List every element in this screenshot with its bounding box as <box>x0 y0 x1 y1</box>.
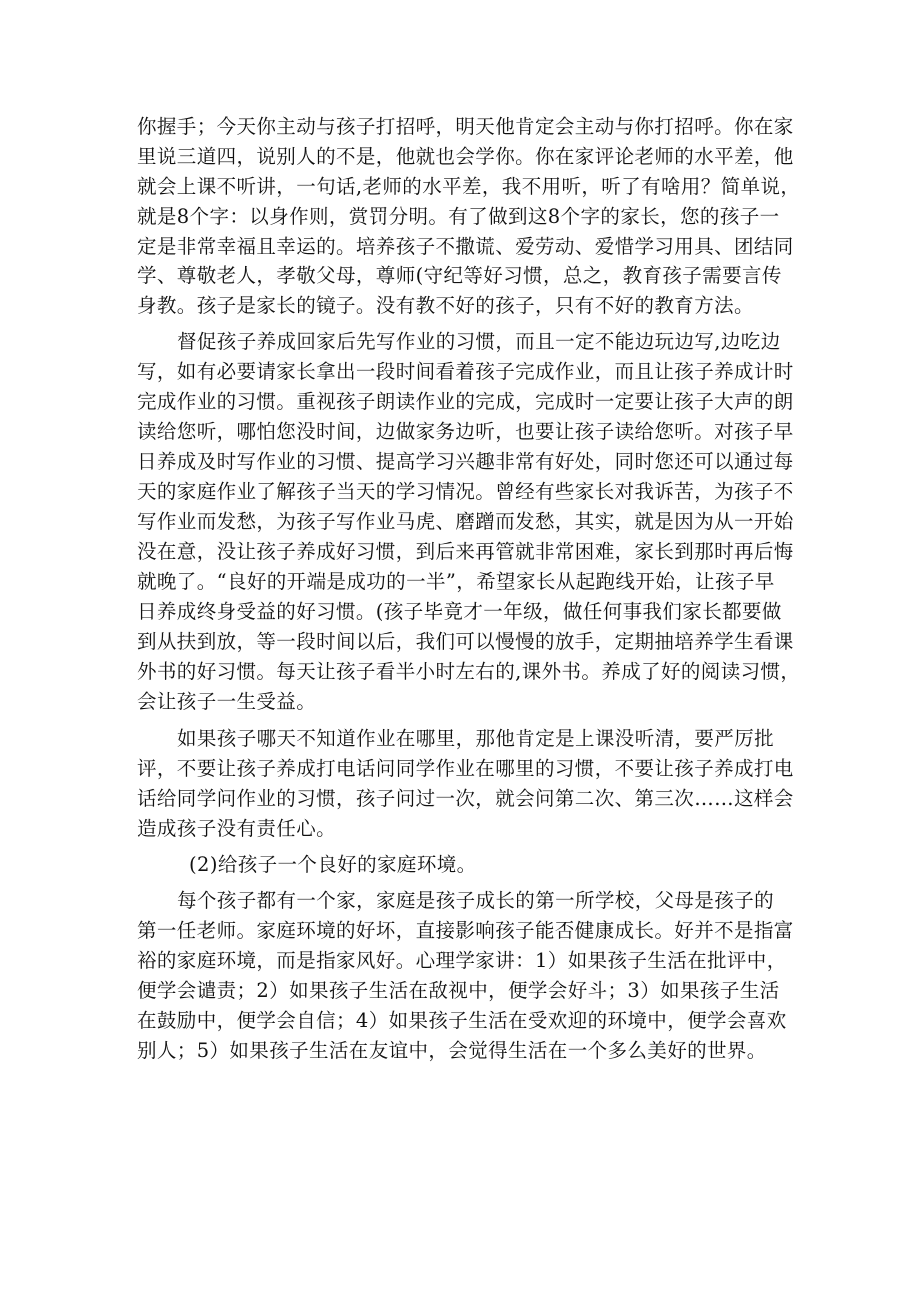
section-heading: (2)给孩子一个良好的家庭环境。 <box>189 853 477 876</box>
text-line: 天的家庭作业了解孩子当天的学习情况。曾经有些家长对我诉苦，为孩子不 <box>137 480 794 503</box>
text-line: 如果孩子哪天不知道作业在哪里，那他肯定是上课没听清，要严厉批 <box>177 727 775 750</box>
text-line: 到从扶到放，等一段时间以后，我们可以慢慢的放手，定期抽培养学生看课 <box>137 630 794 653</box>
text-line: 完成作业的习惯。重视孩子朗读作业的完成，完成时一定要让孩子大声的朗 <box>137 390 794 413</box>
text-line: 评，不要让孩子养成打电话问同学作业在哪里的习惯，不要让孩子养成打电 <box>137 757 794 780</box>
text-line: 督促孩子养成回家后先写作业的习惯，而且一定不能边玩边写,边吃边 <box>177 330 781 353</box>
text-line: 就是8个字：以身作则，赏罚分明。有了做到这8个字的家长，您的孩子一 <box>137 205 780 228</box>
text-line: 裕的家庭环境，而是指家风好。心理学家讲：1）如果孩子生活在批评中， <box>137 949 787 972</box>
text-line: 每个孩子都有一个家，家庭是孩子成长的第一所学校，父母是孩子的 <box>177 889 775 912</box>
text-line: 定是非常幸福且幸运的。培养孩子不撒谎、爱劳动、爱惜学习用具、团结同 <box>137 235 794 258</box>
text-line: 没在意，没让孩子养成好习惯，到后来再管就非常困难，家长到那时再后悔 <box>137 540 794 563</box>
text-line: 就会上课不听讲，一句话,老师的水平差，我不用听，听了有啥用？简单说， <box>137 175 801 198</box>
text-line: 写作业而发愁，为孩子写作业马虎、磨蹭而发愁，其实，就是因为从一开始 <box>137 510 794 533</box>
text-line: 话给同学问作业的习惯，孩子问过一次，就会问第二次、第三次……这样会 <box>137 787 794 810</box>
text-line: 你握手；今天你主动与孩子打招呼，明天他肯定会主动与你打招呼。你在家 <box>137 115 794 138</box>
text-line: 学、尊敬老人，孝敬父母，尊师(守纪等好习惯，总之，教育孩子需要言传 <box>137 264 782 287</box>
text-line: 外书的好习惯。每天让孩子看半小时左右的,课外书。养成了好的阅读习惯， <box>137 660 801 683</box>
text-line: 在鼓励中，便学会自信；4）如果孩子生活在受欢迎的环境中，便学会喜欢 <box>137 1009 787 1032</box>
text-line: 造成孩子没有责任心。 <box>137 817 337 840</box>
text-line: 写，如有必要请家长拿出一段时间看着孩子完成作业，而且让孩子养成计时 <box>137 360 794 383</box>
text-line: 日养成及时写作业的习惯、提高学习兴趣非常有好处，同时您还可以通过每 <box>137 450 794 473</box>
text-line: 便学会谴责；2）如果孩子生活在敌视中，便学会好斗；3）如果孩子生活 <box>137 979 780 1002</box>
text-line: 里说三道四，说别人的不是，他就也会学你。你在家评论老师的水平差，他 <box>137 145 794 168</box>
text-line: 读给您听，哪怕您没时间，边做家务边听，也要让孩子读给您听。对孩子早 <box>137 420 794 443</box>
text-line: 第一任老师。家庭环境的好坏，直接影响孩子能否健康成长。好并不是指富 <box>137 919 794 942</box>
text-line: 别人；5）如果孩子生活在友谊中，会觉得生活在一个多么美好的世界。 <box>137 1039 767 1062</box>
text-line: 会让孩子一生受益。 <box>137 690 317 713</box>
text-line: 就晚了。“良好的开端是成功的一半”，希望家长从起跑线开始，让孩子早 <box>137 570 775 593</box>
text-line: 身教。孩子是家长的镜子。没有教不好的孩子，只有不好的教育方法。 <box>137 294 754 317</box>
text-line: 日养成终身受益的好习惯。(孩子毕竟才一年级，做任何事我们家长都要做 <box>137 600 782 623</box>
